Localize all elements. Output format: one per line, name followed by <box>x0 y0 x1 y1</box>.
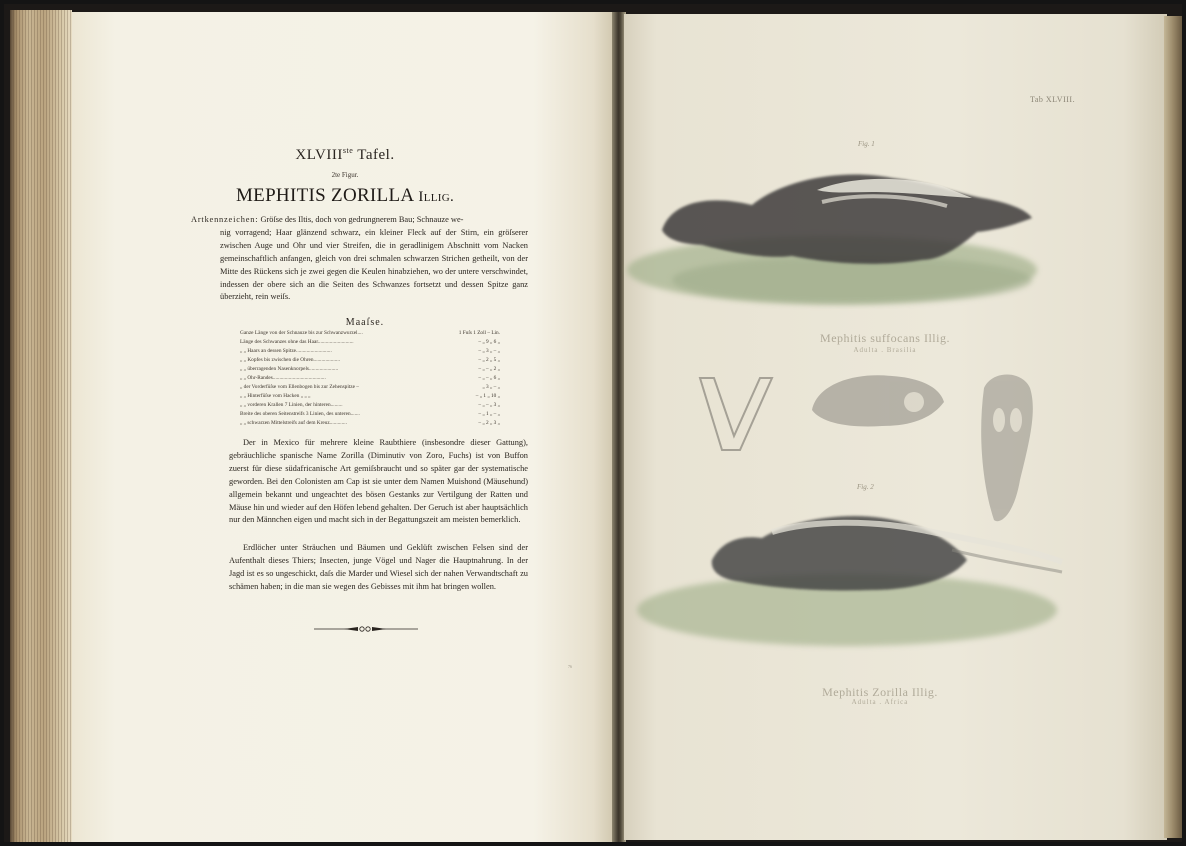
species-name: MEPHITIS ZORILLA <box>235 185 414 206</box>
history-paragraph: Der in Mexico für mehrere kleine Raubthiere (insbesondre dieser Gattung), gebräuchliche spanische Name Zorilla (Diminutiv von Zoro, Fuchs) ist von Buffon zuerst für diese südafricanische Art gemiſsbraucht und so später gar der systematische geworden. Bei den Colonisten am Cap ist sie unter dem Namen Muishond (Mäusehund) allgemein bekannt und ungeachtet des bösen Gestanks zur Vertilgung der Ratten und Mäuse hin und wieder auf den Höfen lebend gehalten. Der Geruch ist aber hauptsächlich nur den Männchen eigen und macht sich in der Begattungszeit am meisten bemerklich. <box>229 438 528 525</box>
measurement-value: – „ 9 „ 6 „ <box>478 338 500 345</box>
measurement-row <box>240 329 500 338</box>
skunk-figure-1 <box>627 174 1037 304</box>
figure-2-label: Fig. 2 <box>857 483 874 491</box>
caption-figure-1: Mephitis suffocans Illig. <box>820 331 950 345</box>
measurement-value: – „ – „ 3 „ <box>478 401 500 408</box>
skull-top-figure <box>981 375 1033 522</box>
measurements-heading: Maaſse. <box>345 317 385 328</box>
measurement-value: – „ – „ 2 „ <box>478 365 500 372</box>
measurement-row <box>240 392 500 401</box>
plate-id: Tab XLVIII. <box>1030 95 1076 104</box>
description-body: nig vorragend; Haar glänzend schwarz, ein kleiner Fleck auf der Stirn, ein gröſserer zwischen Auge und Ohr und vier Streifen, die in geradlinigem Abschnitt vom Nacken gemeinschaftlich anfangen, gleich von drei schmalen schwarzen Strichen getheilt, von der Mitte des Rückens sich je zwei gegen die Keulen hinabziehen, wo der untere verschwindet, indessen der obere sich an die Seiten des Schwanzes fortsetzt und dessen Spitze ganz überzieht, rein weiſs. <box>220 227 528 302</box>
measurement-row <box>240 365 500 374</box>
measurement-value: 1 Fuſs 1 Zoll – Lin. <box>458 330 500 336</box>
measurement-value: – „ – „ 6 „ <box>478 374 500 381</box>
measurement-row <box>240 374 500 383</box>
habitat-paragraph: Erdlöcher unter Sträuchen und Bäumen und Geklüft zwischen Felsen sind der Aufenthalt dieses Thiers; Insecten, junge Vögel und Nager die Hauptnahrung. In der Jagd ist es so ungeschickt, daſs die Marder und Wiesel sich der nahen Verwandtschaft zu schämen haben; in die man sie wegen des Gebisses mit ihm hat bringen wollen. <box>229 543 528 591</box>
ornament-divider <box>314 625 418 633</box>
skull-side-figure <box>812 375 944 426</box>
title-word: Tafel. <box>357 147 395 163</box>
measurement-label: „ „ überragenden Nasenknorpels...................... <box>240 365 339 372</box>
page-number: 76 <box>568 664 572 669</box>
page-stack-left <box>10 10 72 842</box>
measurement-row <box>240 383 500 392</box>
measurement-row <box>240 410 500 419</box>
measurement-label: „ „ Hinterfüſse vom Hacken „ „ „ <box>240 392 311 399</box>
description-line1: Gröſse des Iltis, doch von gedrungnerem Bau; Schnauze we- <box>260 215 464 224</box>
skull-jaw-figure <box>700 378 772 450</box>
measurement-label: „ der Vorderfüſse vom Ellenbogen bis zur Zehenspitze – <box>240 383 359 390</box>
species-heading <box>190 185 500 207</box>
page-stack-right <box>1164 16 1182 838</box>
figure-label: 2te Figur. <box>331 171 359 179</box>
caption-figure-1-sub: Adulta . Brasilia <box>853 346 917 354</box>
title-numeral: XLVIII <box>295 147 343 163</box>
measurement-label: Ganze Länge von der Schnauze bis zur Schwanzwurzel.... <box>240 330 363 336</box>
measurement-label: Breite des oberen Seitenstreifs 3 Linien, des unteren....... <box>240 410 360 417</box>
measurement-value: – „ 3 „ – „ <box>478 347 500 354</box>
measurement-label: „ „ Ohr-Randes........................................ <box>240 374 326 381</box>
description-lead: Artkennzeichen: <box>191 215 259 224</box>
measurement-label: „ „ Kopfes bis zwischen die Ohren.................... <box>240 356 341 363</box>
measurement-label: „ „ schwarzen Mittelstreifs auf dem Kreuz............. <box>240 419 347 426</box>
measurement-label: „ „ Haars an dessen Spitze........................... <box>240 347 332 354</box>
description-paragraph <box>191 214 528 304</box>
skunk-figure-2 <box>637 516 1062 646</box>
measurement-label: Länge des Schwanzes ohne das Haar........................... <box>240 338 354 345</box>
plate-illustrations <box>622 120 1162 680</box>
figure-1-label: Fig. 1 <box>858 140 875 148</box>
title-superscript: ste <box>342 146 354 155</box>
measurement-value: – „ 2 „ 3 „ <box>478 419 500 426</box>
caption-figure-2: Mephitis Zorilla Illig. <box>822 685 938 699</box>
measurement-row <box>240 401 500 410</box>
caption-figure-2-sub: Adulta . Africa <box>851 698 909 706</box>
measurement-row <box>240 347 500 356</box>
measurement-label: „ „ vorderen Krallen 7 Linien, der hinteren......... <box>240 401 343 408</box>
measurement-value: „ 3 „ – „ <box>482 383 500 390</box>
plate-title <box>240 146 450 164</box>
measurement-row <box>240 356 500 365</box>
measurement-value: – „ 2 „ 5 „ <box>478 356 500 363</box>
measurement-value: – „ 1 „ – „ <box>478 410 500 417</box>
measurements-table <box>240 329 500 427</box>
measurement-value: – „ 1 „ 10 „ <box>475 392 500 399</box>
species-author: Illig. <box>418 189 455 205</box>
measurement-row <box>240 338 500 347</box>
measurement-row <box>240 419 500 428</box>
